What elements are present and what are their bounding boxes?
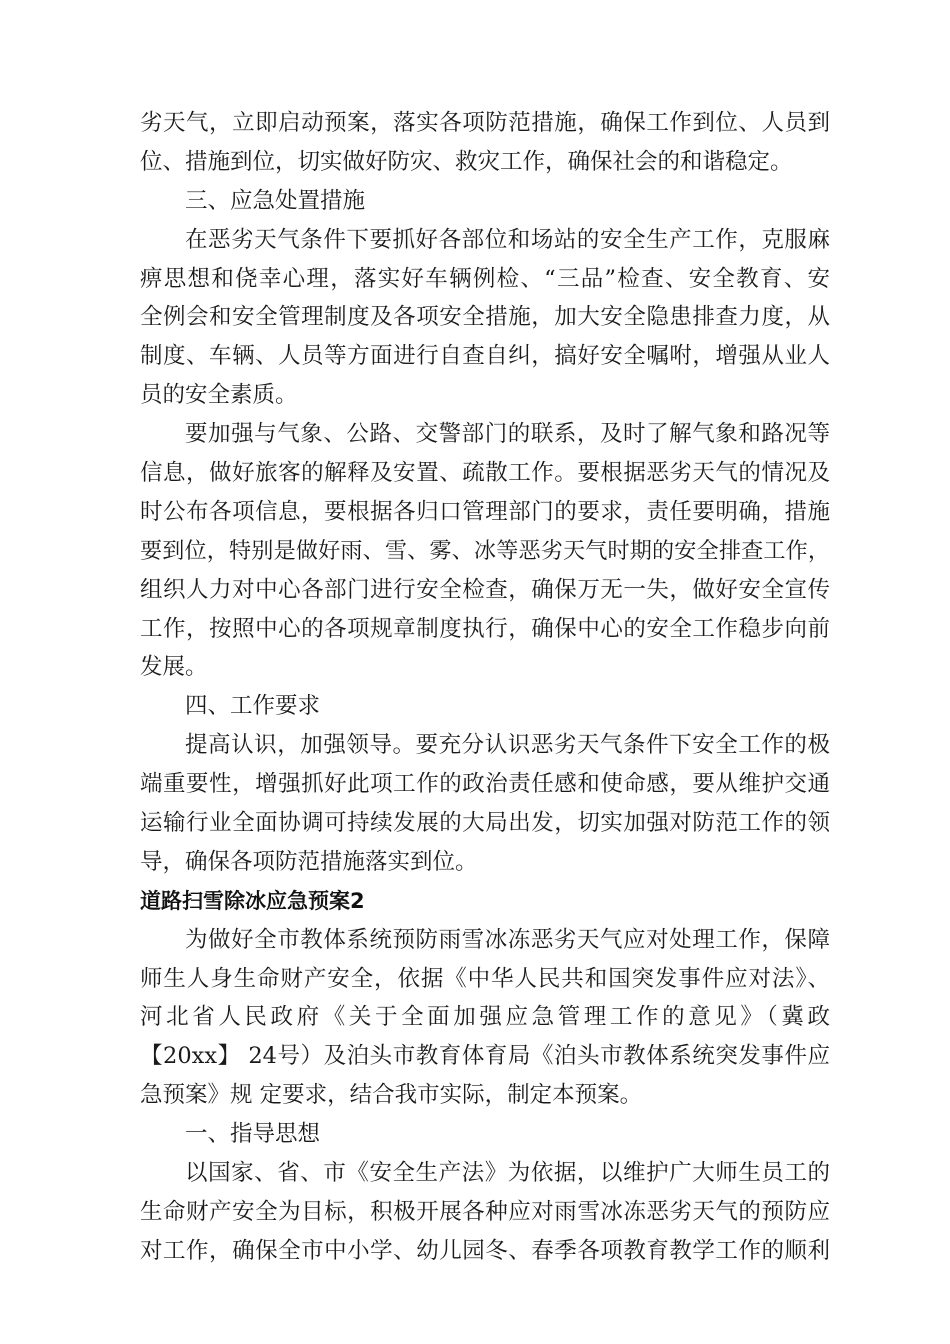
text-line: 制度、车辆、人员等方面进行自查自纠，搞好安全嘱咐，增强从业人 bbox=[140, 343, 830, 370]
text-line: 河北省人民政府《关于全面加强应急管理工作的意见》（冀政 bbox=[140, 1004, 830, 1031]
text-line: 师生人身生命财产安全，依据《中华人民共和国突发事件应对法》、 bbox=[140, 965, 830, 992]
text-line: 在恶劣天气条件下要抓好各部位和场站的安全生产工作，克服麻 bbox=[185, 226, 830, 253]
text-line: 时公布各项信息，要根据各归口管理部门的要求，责任要明确，措施 bbox=[140, 498, 830, 525]
text-line: 员的安全素质。 bbox=[140, 382, 298, 409]
text-line: 导，确保各项防范措施落实到位。 bbox=[140, 848, 478, 875]
section-heading: 道路扫雪除冰应急预案2 bbox=[140, 888, 365, 913]
text-line: 【20xx】 24号）及泊头市教育体育局《泊头市教体系统突发事件应 bbox=[140, 1043, 830, 1070]
text-line: 运输行业全面协调可持续发展的大局出发，切实加强对防范工作的领 bbox=[140, 810, 830, 837]
text-line: 要到位，特别是做好雨、雪、雾、冰等恶劣天气时期的安全排查工作， bbox=[140, 537, 830, 564]
text-line: 工作，按照中心的各项规章制度执行，确保中心的安全工作稳步向前 bbox=[140, 615, 830, 642]
text-line: 要加强与气象、公路、交警部门的联系，及时了解气象和路况等 bbox=[185, 421, 830, 448]
text-line: 为做好全市教体系统预防雨雪冰冻恶劣天气应对处理工作，保障 bbox=[185, 926, 830, 953]
text-line: 以国家、省、市《安全生产法》为依据，以维护广大师生员工的 bbox=[185, 1160, 830, 1187]
text-line: 一、指导思想 bbox=[185, 1121, 321, 1148]
text-line: 发展。 bbox=[140, 654, 208, 681]
document-body bbox=[140, 104, 830, 1271]
text-line: 对工作，确保全市中小学、幼儿园冬、春季各项教育教学工作的顺利 bbox=[140, 1237, 830, 1264]
text-line: 全例会和安全管理制度及各项安全措施，加大安全隐患排查力度，从 bbox=[140, 304, 830, 331]
text-line: 劣天气，立即启动预案，落实各项防范措施，确保工作到位、人员到 bbox=[140, 110, 830, 136]
text-line: 四、工作要求 bbox=[185, 693, 321, 720]
text-line: 位、措施到位，切实做好防灾、救灾工作，确保社会的和谐稳定。 bbox=[140, 148, 793, 175]
text-line: 急预案》规 定要求，结合我市实际，制定本预案。 bbox=[140, 1082, 643, 1109]
text-line: 组织人力对中心各部门进行安全检查，确保万无一失，做好安全宣传 bbox=[140, 576, 830, 603]
text-line: 生命财产安全为目标，积极开展各种应对雨雪冰冻恶劣天气的预防应 bbox=[140, 1198, 830, 1225]
text-line: 信息，做好旅客的解释及安置、疏散工作。要根据恶劣天气的情况及 bbox=[140, 460, 830, 487]
text-line: 三、应急处置措施 bbox=[185, 187, 366, 214]
text-line: 提高认识，加强领导。要充分认识恶劣天气条件下安全工作的极 bbox=[185, 732, 830, 759]
text-line: 痹思想和侥幸心理，落实好车辆例检、“三品”检查、安全教育、安 bbox=[140, 265, 830, 292]
text-line: 端重要性，增强抓好此项工作的政治责任感和使命感，要从维护交通 bbox=[140, 771, 830, 798]
